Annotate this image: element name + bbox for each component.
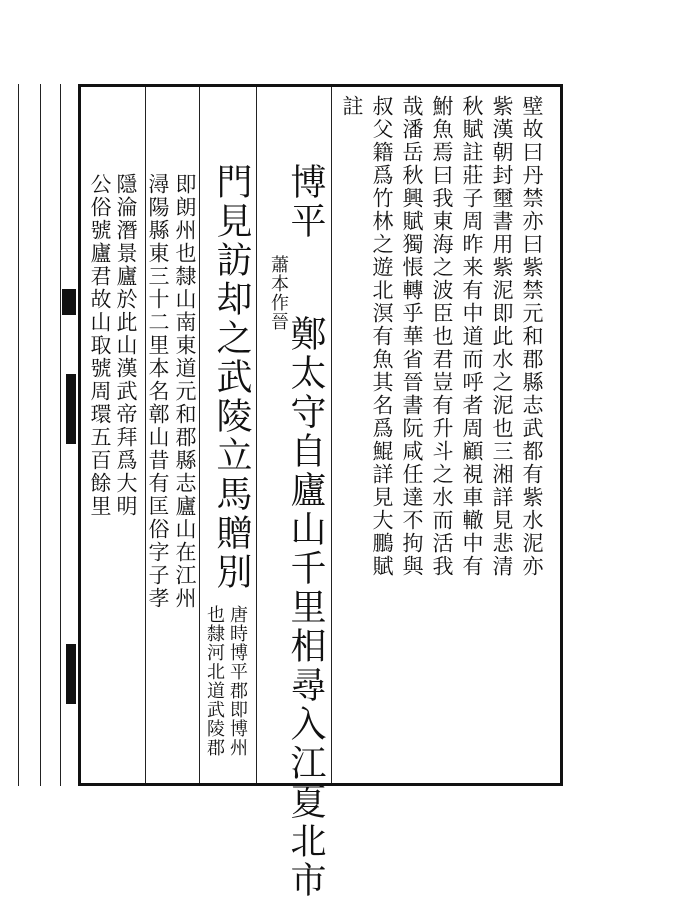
text-column: 紫漢朝封壐書用紫泥即此水之泥也三湘詳見悲清	[490, 95, 514, 578]
spine-rule	[60, 84, 61, 786]
poem-title: 博平	[285, 163, 326, 241]
spine-mark	[66, 644, 76, 704]
small-note: 也隸河北道武陵郡	[204, 605, 225, 757]
spine-rule	[18, 84, 19, 786]
note-column: 隱淪潛景廬於此山漢武帝拜爲大明	[114, 173, 138, 518]
text-column: 註	[340, 95, 364, 118]
book-spine	[0, 84, 78, 786]
text-column: 鮒魚焉曰我東海之波臣也君豈有升斗之水而活我	[430, 95, 454, 578]
variant-note: 蕭本作晉	[268, 255, 289, 331]
note-column: 即朗州也隸山南東道元和郡縣志廬山在江州	[173, 173, 197, 610]
fishtail-mark	[62, 289, 76, 315]
column-rule	[199, 87, 200, 783]
note-column: 公俗號廬君故山取號周環五百餘里	[88, 173, 112, 518]
text-column: 秋賦註莊子周昨来有中道而呼者周顧視車轍中有	[460, 95, 484, 578]
text-column: 哉潘岳秋興賦獨悵轉乎華省晉書阮咸任達不拘與	[400, 95, 424, 578]
text-column: 叔父籍爲竹林之遊北溟有魚其名爲鯤詳見大鵬賦	[370, 95, 394, 578]
poem-title-line: 鄭太守自廬山千里相尋入江夏北市	[285, 315, 326, 900]
text-frame	[78, 84, 563, 900]
note-column: 潯陽縣東三十二里本名鄣山昔有匡俗字子孝	[146, 173, 170, 610]
column-rule	[256, 87, 257, 783]
small-note: 唐時博平郡即博州	[227, 605, 248, 757]
spine-mark	[66, 374, 76, 444]
spine-rule	[40, 84, 41, 786]
text-column: 壁故曰丹禁亦曰紫禁元和郡縣志武都有紫水泥亦	[520, 95, 544, 578]
column-rule	[331, 87, 332, 783]
poem-title-line: 門見訪却之武陵立馬贈別	[211, 163, 252, 592]
